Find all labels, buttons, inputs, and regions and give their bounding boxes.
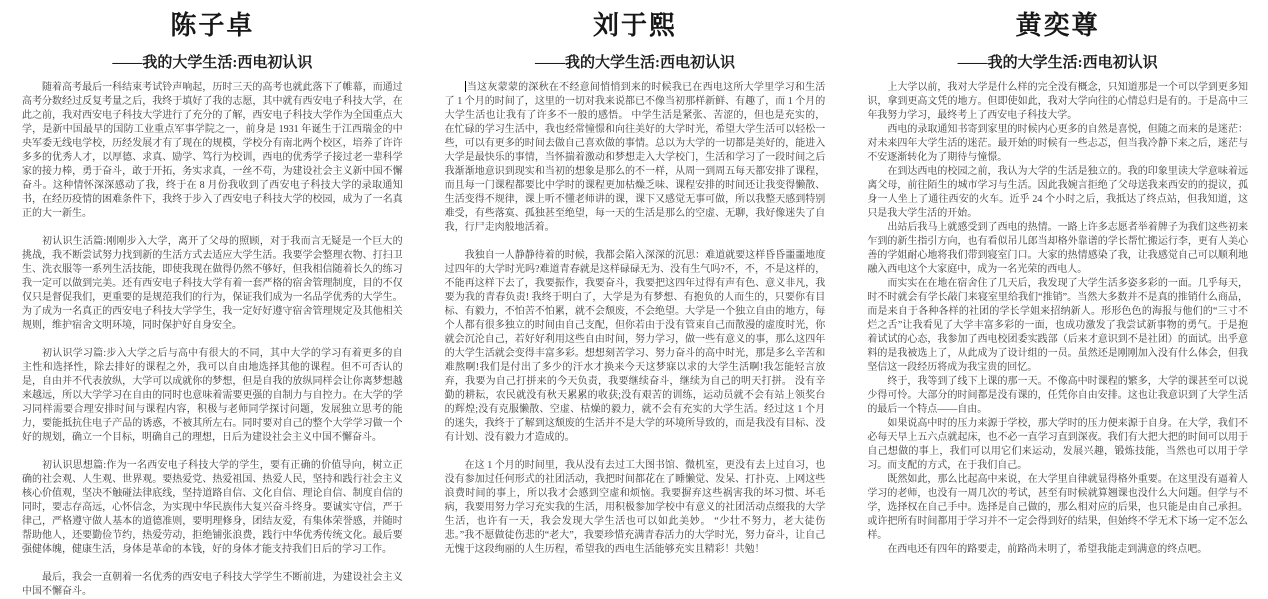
document-page-chenzizhuo xyxy=(0,0,423,597)
text-cursor xyxy=(465,81,466,92)
paragraph: 初认识学习篇:步入大学之后与高中有很大的不同，其中大学的学习有着更多的自主性和选择性，除去排好的课程之外，我可以自由地选择其他的课程。但不可否认的是，自由并不代表放纵，大学可以成就你的梦想，但是自我的放纵同样会让你离梦想越来越远，所以大学学习在自由的同时也意味着需要更强的自制力与自控力。在大学的学习同样需要合理安排时间与课程内容，积极与老师同学探讨问题，发展独立思考的能力，要能抵抗住电子产品的诱惑，不被其所左右。同时要对自己的整个大学学习做一个好的规划，确立一个目标，明确自己的理想，日后为建设社会主义中国不懈奋斗。 xyxy=(22,348,403,443)
paragraph: 既然如此，那么比起高中来说，在大学里自律就显得格外重要。在这里没有逼着人学习的老师，也没有一周几次的考试，甚至有时候就算翘课也没什么大问题。但学与不学，选择权在自己手中。选择是自己做的，那么相对应的后果，也只能是由自己承担。或许把所有时间都用于学习并不一定会得到好的结果，但始终不学无术下场一定不怎么样。 xyxy=(867,474,1248,541)
essay-body xyxy=(867,81,1248,557)
author-title: 陈子卓 xyxy=(170,11,255,40)
paragraph: 我独自一人静静待着的时候，我都会陷入深深的沉思：难道就要这样昏昏噩噩地度过四年的大学时光吗?难道青春就是这样碌碌无为、没有生气吗?不，不，不是这样的，不能再这样下去了，我要振作，我要奋斗，我要把这四年过得有声有色、意义非凡，我要为我的青春负责! 我终于明白了，大学是为有梦想、有抱负的人而生的，只要你有目标、有毅力，不怕苦不怕累，就不会颓废，不会绝望。大学是一个独立自由的地方，每个人都有很多独立的时间由自己支配，但你若由于没有管束自己而散漫的虚度时光，你就会沉沦自己，若好好利用这些自由时间，努力学习，做一些有意义的事，那么这四年的大学生活就会变得丰富多彩。想想刻苦学习、努力奋斗的高中时光，那是多么辛苦和难熬啊!我们是付出了多少的汗水才换来今天这梦寐以求的大学生活啊!我怎能轻言放弃，我要为自己打拼来的今天负责，我要继续奋斗，继续为自己的明天打拼。 没有辛勤的耕耘，农民就没有秋天累累的收获;没有艰苦的训练，运动员就不会有站上领奖台的辉煌;没有克服懒散、空虚、枯燥的毅力，就不会有充实的大学生活。经过这 1 个月的迷失，我终于了解到这颓废的生活并不是大学的环境所导致的，而是我没有目标、没有计划、没有毅力才造成的。 xyxy=(444,250,826,443)
document-page-liuyuxi xyxy=(423,0,846,555)
paragraph: 初认识思想篇:作为一名西安电子科技大学的学生，要有正确的价值导向，树立正确的社会观、人生观、世界观。要热爱党、热爱祖国、热爱人民，坚持和践行社会主义核心价值观，坚决不触碰法律底线，坚持道路自信、文化自信、理论自信、制度自信的同时，要志存高远，心怀信念，为实现中华民族伟大复兴奋斗终身。要诚实守信，严于律己，严格遵守做人基本的道德准则，要明理修身，团结友爱，有集体荣誉感，并随时帮助他人，还要勤俭节约，热爱劳动，拒绝铺张浪费，践行中华优秀传统文化。最后要强健体魄，健康生活，身体是革命的本钱，好的身体才能支持我们日后的学习工作。 xyxy=(22,460,403,555)
essay-body xyxy=(445,81,826,557)
essay-subtitle: ——我的大学生活:西电初认识 xyxy=(112,55,313,71)
document-page-huangyizun xyxy=(845,0,1268,555)
author-title: 黄奕尊 xyxy=(1015,11,1100,40)
paragraph: 在西电还有四年的路要走，前路尚未明了，希望我能走到满意的终点吧。 xyxy=(887,544,1208,555)
essay-subtitle: ——我的大学生活:西电初认识 xyxy=(957,55,1158,71)
paragraph: 上大学以前，我对大学是什么样的完全没有概念，只知道那是一个可以学到更多知识，拿到更高文凭的地方。但即使如此，我对大学向往的心情总归是有的。于是高中三年我努力学习，最终考上了西安电子科技大学。 xyxy=(867,82,1248,121)
paragraph: 在这 1 个月的时间里，我从没有去过工大图书馆、微机室，更没有去上过自习，也没有参加过任何形式的社团活动，我把时间都花在了睡懒觉、发呆、打扑克、上网这些浪费时间的事上，所以我才会感到空虚和烦恼。我要摒弃这些祸害我的坏习惯、坏毛病，我要用努力学习充实我的生活，用积极参加学校中有意义的社团活动点缀我的大学生活，也许有一天，我会发现大学生活也可以如此美妙。 “少壮不努力，老大徒伤悲。”我不愿做徒伤悲的“老大”，我要珍惜充满青春活力的大学时光，努力奋斗，让自己无愧于这段绚丽的人生历程，希望我的西电生活能够充实且精彩！共勉！ xyxy=(444,460,826,555)
paragraph: 西电的录取通知书寄到家里的时候内心更多的自然是喜悦，但随之而来的是迷茫：对未来四年大学生活的迷茫。最开始的时候有一些忐忑，但当我冷静下来之后，迷茫与不安逐渐转化为了期待与憧憬。 xyxy=(867,124,1248,163)
paragraph: 初认识生活篇:刚刚步入大学，离开了父母的照顾，对于我而言无疑是一个巨大的挑战，我不断尝试努力找到新的生活方式去适应大学生活。我要学会整理衣物、打扫卫生、洗衣服等一系列生活技能，即使我现在做得仍然不够好，但我相信随着长久的练习我一定可以做到完美。还有西安电子科技大学有着一套严格的宿舍管理制度，目的不仅仅只是督促我们，更重要的是规范我们的行为，保证我们成为一名品学优秀的大学生。为了成为一名真正的西安电子科技大学学生，我一定好好遵守宿舍管理规定及其他相关规则，维护宿舍文明环境，同时保护好自身安全。 xyxy=(22,236,403,331)
essay-subtitle: ——我的大学生活:西电初认识 xyxy=(534,55,735,71)
paragraph: 出站后我马上就感受到了西电的热情。一路上许多志愿者举着牌子为我们这些初来乍到的新生指引方向，也有看似吊儿郎当却格外靠谱的学长帮忙搬运行李，更有人美心善的学姐耐心地将我们带到寝室门口。大家的热情感染了我，让我感觉自己可以顺利地融入西电这个大家庭中，成为一名光荣的西电人。 xyxy=(867,222,1248,275)
paragraph: 而实实在在地在宿舍住了几天后，我发现了大学生活多姿多彩的一面。几乎每天，时不时就会有学长敲门来寝室里给我们“推销”。当然大多数并不是真的推销什么商品，而是来自于各种各样的社团的学长学姐来招纳新人。形形色色的海报与他们的“三寸不烂之舌”让我看见了大学丰富多彩的一面，也成功激发了我尝试新事物的勇气。于是抱着试试的心态，我参加了西电校团委实践部（后来才意识到不是社团）的面试。出乎意料的是我被选上了，从此成为了设计组的一员。虽然还是刚刚加入没有什么体会，但我坚信这一段经历将成为我宝贵的回忆。 xyxy=(867,278,1248,373)
paragraph: 最后，我会一直朝着一名优秀的西安电子科技大学学生不断前进，为建设社会主义中国不懈奋斗。 xyxy=(22,572,403,597)
paragraph: 在到达西电的校园之前，我认为大学的生活是独立的。我的印象里读大学意味着远离父母，前往陌生的城市学习与生活。因此我婉言拒绝了父母送我来西安的的提议，孤身一人坐上了通往西安的火车。近乎 24 个小时之后，我抵达了终点站，但我知道，这只是我大学生活的开始。 xyxy=(867,166,1248,219)
paragraph: 如果说高中时的压力来源于学校，那大学时的压力便来源于自身。在大学，我们不必每天早上五六点就起床，也不必一直学习直到深夜。我们有大把大把的时间可以用于自己想做的事上，我们可以用它们来运动，发展兴趣，锻炼技能，当然也可以用于学习。而支配的方式，在于我们自己。 xyxy=(867,418,1248,471)
author-title: 刘于熙 xyxy=(592,11,677,40)
paragraph: 当这灰蒙蒙的深秋在不经意间悄悄到来的时候我已在西电这所大学里学习和生活了 1 个月的时间了，这里的一切对我来说都已不像当初那样新鲜、有趣了，而 1 个月的大学生活也让我有了许多不一般的感悟。 中学生活是紧张、苦涩的，但也是充实的，在忙碌的学习生活中，我也经常憧憬和向往美好的大学时光，希望大学生活可以轻松一些，可以有更多的时间去做自己喜欢做的事情。总以为大学的一切都是美好的，能进入大学是最快乐的事情，当怀揣着激动和梦想走入大学校门，生活和学习了一段时间之后我渐渐地意识到现实和当初的想象是那么的不一样，从周一到周五每天都安排了课程，而且每一门课程都要比中学时的课程更加枯燥乏味、课程安排的时间还让我变得懒散、生活变得不规律，课上听不懂老师讲的课，课下又感觉无事可做，所以我整天感到特别难受，有些落寞、孤独甚至绝望，每一天的生活是那么的空虚、无聊，我好像迷失了自我，行尸走肉般地活着。 xyxy=(444,82,826,233)
paragraph: 终于，我等到了线下上课的那一天。不像高中时课程的繁多，大学的课甚至可以说少得可怜。大部分的时间都是没有课的，任凭你自由安排。这也让我意识到了大学生活的最后一个特点——自由。 xyxy=(867,376,1248,415)
essay-body xyxy=(22,81,403,599)
paragraph: 随着高考最后一科结束考试铃声响起，历时三天的高考也就此落下了帷幕，而通过高考分数经过反复考量之后，我终于填好了我的志愿，其中就有西安电子科技大学，在此之前，我对西安电子科技大学进行了充分的了解，西安电子科技大学作为全国重点大学，是新中国最早的国防工业重点军事学院之一，前身是 1931 年诞生于江西瑞金的中央军委无线电学校，历经发展才有了现在的规模，学校分有南北两个校区，培养了许许多多的优秀人才，以厚德、求真、励学、笃行为校训，西电的优秀学子接过老一辈科学家的接力棒，勇于奋斗，敢于开拓，务实求真，一丝不苟，为建设社会主义新中国不懈奋斗。这种情怀深深感动了我，终于在 8 月份我收到了西安电子科技大学的录取通知书，在经历疫情的困难条件下，我终于步入了西安电子科技大学的校园，成为了一名真正的大一新生。 xyxy=(22,82,403,219)
